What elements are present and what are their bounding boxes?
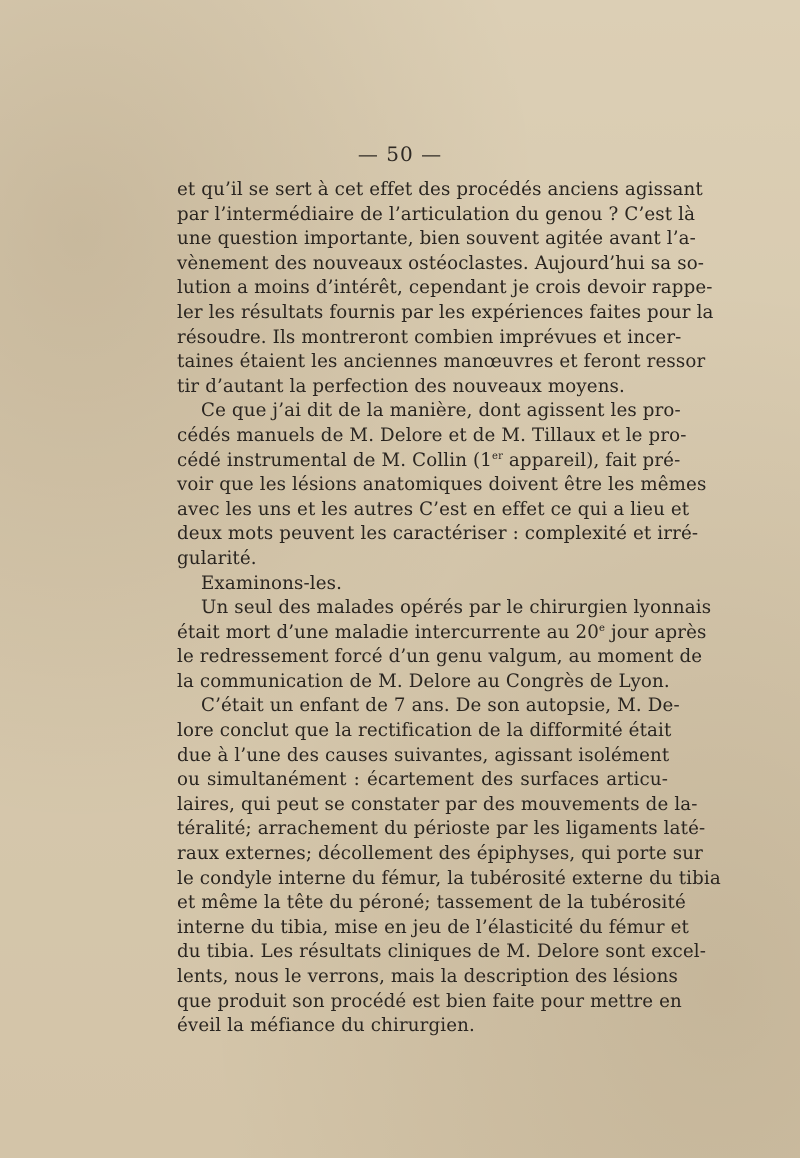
text-line-content: interne du tibia, mise en jeu de l’élasticité du fémur et [177, 916, 689, 938]
text-line [177, 276, 713, 301]
text-line-content: et même la tête du péroné; tassement de la tubérosité [177, 892, 686, 914]
text-line-content: avec les uns et les autres C’est en effet ce qui a lieu et [177, 498, 690, 520]
text-line-content: raux externes; décollement des épiphyses, qui porte sur [177, 843, 703, 865]
text-line-content: était mort d’une maladie intercurrente au 20 [177, 621, 599, 643]
text-line [177, 990, 682, 1015]
text-line-content: taines étaient les anciennes manœuvres et feront ressor [177, 351, 706, 373]
text-line [177, 498, 690, 523]
text-line [177, 891, 686, 916]
text-line [177, 965, 678, 990]
text-line [177, 326, 682, 351]
text-line [177, 694, 680, 719]
text-line [177, 596, 712, 621]
text-line-content: lore conclut que la rectification de la difformité était [177, 720, 672, 742]
text-line [177, 449, 681, 474]
text-line-content: lution a moins d’intérêt, cependant je crois devoir rappe- [177, 277, 713, 299]
text-line-content: Un seul des malades opérés par le chirurgien lyonnais [201, 597, 712, 619]
text-line-content: deux mots peuvent les caractériser : complexité et irré- [177, 523, 699, 545]
text-line [177, 178, 703, 203]
text-line [177, 621, 707, 646]
text-line [177, 842, 703, 867]
text-line-content: due à l’une des causes suivantes, agissant isolément [177, 744, 670, 766]
text-line [177, 547, 668, 572]
text-line [177, 719, 672, 744]
superscript: er [492, 450, 503, 462]
text-line-content: tir d’autant la perfection des nouveaux moyens. [177, 375, 625, 397]
text-line-content: la communication de M. Delore au Congrès de Lyon. [177, 670, 670, 692]
text-line [177, 572, 668, 597]
text-line [177, 399, 681, 424]
text-line-content: laires, qui peut se constater par des mouvements de la- [177, 793, 698, 815]
text-line-content: le condyle interne du fémur, la tubérosité externe du tibia [177, 867, 721, 889]
text-line [177, 793, 698, 818]
text-line [177, 867, 721, 892]
text-line-content: cédés manuels de M. Delore et de M. Tillaux et le pro- [177, 424, 687, 446]
text-line-content: résoudre. Ils montreront combien imprévues et incer- [177, 326, 682, 348]
text-line [177, 203, 696, 228]
text-line [177, 817, 706, 842]
text-line-content: ou simultanément : écartement des surfaces articu- [177, 769, 668, 791]
text-line [177, 768, 668, 793]
text-line-content: éveil la méfiance du chirurgien. [177, 1015, 475, 1037]
text-line [177, 645, 703, 670]
text-line-continuation: jour après [605, 621, 707, 643]
text-line [177, 424, 687, 449]
text-line-content: voir que les lésions anatomiques doivent être les mêmes [177, 474, 707, 496]
text-line [177, 744, 668, 769]
text-line [177, 227, 696, 252]
text-line-content: Examinons-les. [201, 572, 343, 594]
text-line-content: le redressement forcé d’un genu valgum, au moment de [177, 646, 703, 668]
text-line [177, 252, 705, 277]
text-line [177, 301, 714, 326]
superscript: e [598, 622, 606, 634]
text-line-content: C’était un enfant de 7 ans. De son autopsie, M. De- [201, 695, 680, 717]
text-line-content: téralité; arrachement du périoste par les ligaments laté- [177, 818, 706, 840]
text-line-continuation: appareil), fait pré- [503, 449, 681, 471]
body-text [177, 178, 721, 1039]
text-line-content: ler les résultats fournis par les expériences faites pour la [177, 301, 714, 323]
text-line-content: et qu’il se sert à cet effet des procédés anciens agissant [177, 179, 703, 200]
text-line-content: vènement des nouveaux ostéoclastes. Aujourd’hui sa so- [177, 252, 705, 274]
page-number: — 50 — [357, 142, 443, 166]
text-line-content: cédé instrumental de M. Collin (1 [177, 449, 492, 471]
text-line-content: que produit son procédé est bien faite pour mettre en [177, 990, 682, 1012]
text-line-content: par l’intermédiaire de l’articulation du genou ? C’est là [177, 203, 696, 225]
text-line-content: une question importante, bien souvent agitée avant l’a- [177, 228, 696, 250]
text-line-content: lents, nous le verrons, mais la description des lésions [177, 966, 678, 987]
text-line [177, 670, 668, 695]
text-line [177, 916, 689, 941]
text-line-content: du tibia. Les résultats cliniques de M. Delore sont excel- [177, 941, 707, 963]
text-line-content: gularité. [177, 547, 257, 569]
text-line [177, 375, 668, 400]
text-line [177, 350, 706, 375]
text-line [177, 1014, 668, 1039]
text-line-content: Ce que j’ai dit de la manière, dont agissent les pro- [201, 400, 681, 422]
text-line [177, 473, 707, 498]
text-line [177, 940, 707, 965]
text-line [177, 522, 699, 547]
